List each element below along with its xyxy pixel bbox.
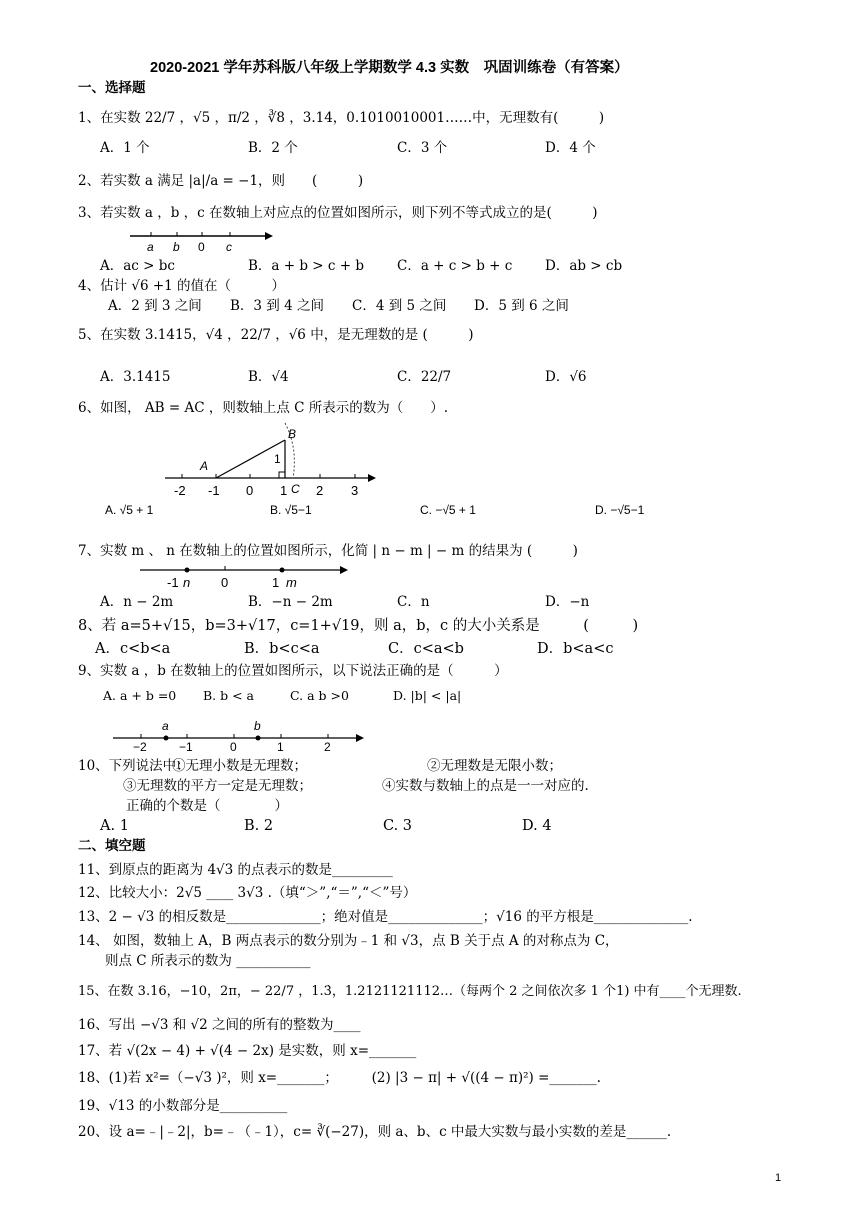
q8-option-d: D．b<a<c (537, 641, 614, 657)
q7-label-n: n (183, 575, 191, 590)
q4-option-b: B．3 到 4 之间 (230, 298, 324, 314)
q9-label-b: b (254, 719, 261, 733)
q7-option-c: C．n (397, 594, 430, 610)
q9-option-a: A. a + b =0 (103, 688, 177, 703)
q5-option-c: C．22/7 (397, 369, 452, 385)
q1-option-c: C．3 个 (397, 140, 448, 156)
section-heading-choice: 一、选择题 (78, 80, 146, 96)
q15: 15、在数 3.16，−10，2π，− 22/7 ，1.3̇，1.2121121112…（每两个 2 之间依次多 1 个1) 中有____个无理数. (78, 984, 742, 999)
q16: 16、写出 −√3 和 √2 之间的所有的整数为____ (78, 1017, 361, 1033)
q18: 18、(1)若 x²=（−√3 )²，则 x=_______； (2) |3 − π| + √((4 − π)²) =_______. (78, 1070, 601, 1086)
q3-axis-label-a: a (147, 240, 154, 254)
q6-label-a: A (200, 459, 209, 473)
q6-label-b: B (288, 427, 297, 441)
q9-tick-1: 1 (277, 740, 284, 754)
q13: 13、2 − √3 的相反数是______________；绝对值是______________；√16 的平方根是______________. (78, 909, 693, 925)
q3-option-d: D．ab > cb (545, 258, 623, 274)
q6-label-c: C (291, 482, 300, 496)
q6-tick-3: 3 (351, 483, 359, 498)
q10-tail: 正确的个数是（ ） (126, 798, 288, 814)
q10-option-a: A. 1 (100, 818, 129, 834)
q7-stem: 7、实数 m 、 n 在数轴上的位置如图所示，化简 | n − m | − m 的结果为 ( ) (78, 543, 578, 559)
q6-option-d: D. −√5−1 (595, 503, 645, 517)
q3-stem: 3、若实数 a ，b ，c 在数轴上对应点的位置如图所示，则下列不等式成立的是( ) (78, 205, 598, 221)
q9-option-c: C. a b >0 (290, 688, 349, 703)
q3-axis-label-0: 0 (198, 240, 205, 254)
section-heading-fill: 二、填空题 (78, 838, 146, 854)
q6-tick-0: 0 (246, 483, 254, 498)
q3-number-line (125, 226, 275, 256)
q6-tick-1: 1 (280, 483, 288, 498)
q8-option-c: C．c<a<b (388, 641, 464, 657)
q10-item-3: ③无理数的平方一定是无理数； (123, 778, 312, 794)
q9-stem: 9、实数 a ，b 在数轴上的位置如图所示，以下说法正确的是（ ） (78, 663, 508, 679)
q3-option-c: C．a + c > b + c (397, 258, 513, 274)
q8-option-a: A．c<b<a (95, 641, 171, 657)
q10-item-4: ④实数与数轴上的点是一一对应的. (382, 778, 589, 794)
q9-number-line (108, 718, 368, 754)
q14-line-1: 14、 如图，数轴上 A，B 两点表示的数分别为﹣1 和 √3，点 B 关于点 A 的对称点为 C， (78, 933, 619, 949)
q7-number-line (135, 560, 355, 592)
q3-axis-label-b: b (173, 240, 180, 254)
q10-option-c: C. 3 (383, 818, 413, 834)
q6-option-a: A. √5 + 1 (105, 503, 154, 517)
q6-option-b: B. √5−1 (270, 503, 312, 517)
q5-option-d: D．√6 (545, 369, 587, 385)
q7-option-b: B．−n − 2m (248, 594, 333, 610)
q4-option-d: D．5 到 6 之间 (474, 298, 569, 314)
q7-label-m: m (286, 575, 297, 590)
q8-stem: 8、若 a=5+√15，b=3+√17，c=1+√19，则 a，b，c 的大小关系是 ( ) (78, 618, 639, 634)
q3-option-b: B．a + b > c + b (248, 258, 364, 274)
q6-stem: 6、如图， AB = AC ，则数轴上点 C 所表示的数为（ ）. (78, 400, 449, 416)
q17: 17、若 √(2x − 4) + √(4 − 2x) 是实数，则 x=_______ (78, 1043, 417, 1059)
q9-option-d: D. |b| < |a| (393, 688, 462, 703)
q3-axis-label-c: c (226, 240, 232, 254)
q10-item-2: ②无理数是无限小数； (427, 758, 562, 774)
q6-tick-2: 2 (316, 483, 324, 498)
page-title: 2020-2021 学年苏科版八年级上学期数学 4.3 实数 巩固训练卷（有答案） (150, 60, 629, 76)
q9-tick-neg1: −1 (179, 740, 193, 754)
q6-option-c: C. −√5 + 1 (420, 503, 476, 517)
q6-label-height: 1 (274, 452, 281, 466)
page-number: 1 (775, 1172, 782, 1184)
q4-stem: 4、估计 √6 +1 的值在（ ） (78, 278, 286, 294)
q1-stem: 1、在实数 22/7 ，√5 ，π/2 ，∛8 ，3.14，0.1010010001……中，无理数有( ) (78, 110, 605, 126)
q5-option-b: B．√4 (248, 369, 289, 385)
q10-stem: 10、下列说法中： (78, 758, 190, 774)
q7-label-0: 0 (221, 575, 229, 590)
q6-tick-neg2: -2 (174, 483, 186, 498)
q7-label-neg1: -1 (167, 575, 179, 590)
q1-option-b: B．2 个 (248, 140, 298, 156)
q9-option-b: B. b < a (203, 688, 255, 703)
q14-line-2: 则点 C 所表示的数为 ___________ (78, 953, 311, 969)
q3-option-a: A．ac > bc (100, 258, 175, 274)
q6-figure (160, 418, 380, 500)
q9-label-a: a (162, 719, 169, 733)
q7-label-1: 1 (272, 575, 280, 590)
q19: 19、√13 的小数部分是__________ (78, 1098, 288, 1114)
q8-option-b: B．b<c<a (244, 641, 320, 657)
q9-tick-0: 0 (230, 740, 237, 754)
q4-option-a: A．2 到 3 之间 (108, 298, 202, 314)
q5-option-a: A．3.1415 (100, 369, 171, 385)
q4-option-c: C．4 到 5 之间 (352, 298, 447, 314)
q10-option-d: D. 4 (522, 818, 552, 834)
q5-stem: 5、在实数 3.1415，√4 ，22/7 ，√6 中，是无理数的是 ( ) (78, 327, 474, 343)
q1-option-a: A．1 个 (100, 140, 150, 156)
q10-option-b: B. 2 (244, 818, 274, 834)
q20: 20、设 a=﹣|﹣2|，b=﹣（﹣1），c= ∛(−27)，则 a、b、c 中最大实数与最小实数的差是______. (78, 1124, 672, 1140)
q7-option-a: A．n − 2m (100, 594, 174, 610)
q9-tick-2: 2 (324, 740, 331, 754)
q9-tick-neg2: −2 (133, 740, 147, 754)
q12: 12、比较大小：2√5 ____ 3√3 .（填“＞”,“＝”,“＜”号） (78, 885, 417, 901)
q6-tick-neg1: -1 (208, 483, 220, 498)
q10-item-1: ①无理小数是无理数； (172, 758, 307, 774)
q11: 11、到原点的距离为 4√3 的点表示的数是_________ (78, 862, 393, 878)
q7-option-d: D．−n (545, 594, 590, 610)
q1-option-d: D．4 个 (545, 140, 596, 156)
q2-stem: 2、若实数 a 满足 |a|/a = −1，则 ( ) (78, 173, 364, 189)
